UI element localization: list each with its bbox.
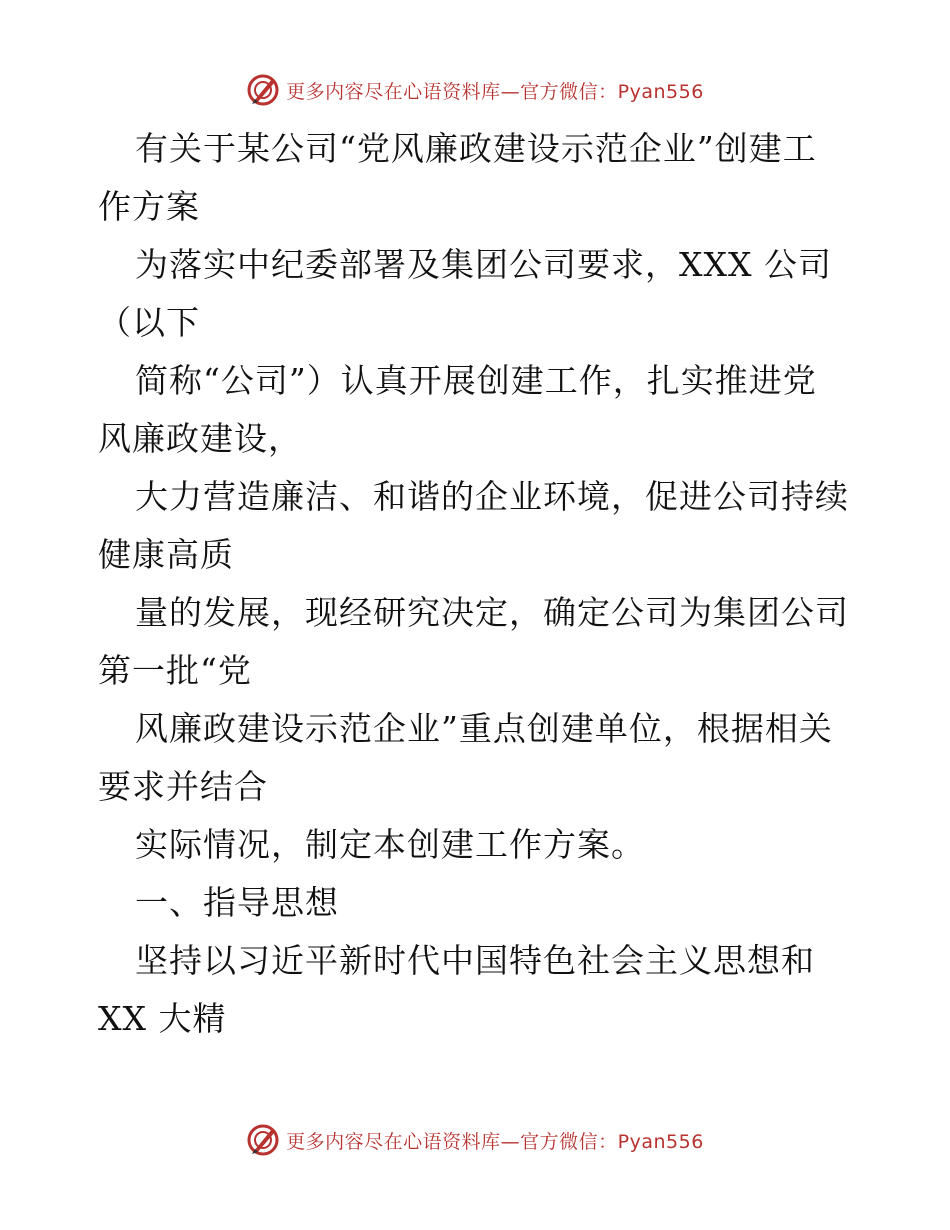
footer-banner-text: 更多内容尽在心语资料库—官方微信：Pyan556: [286, 1130, 704, 1153]
document-line: XX 大精: [98, 999, 227, 1038]
document-line: 风廉政建设示范企业”重点创建单位，根据相关: [135, 709, 833, 748]
document-line: 简称“公司”）认真开展创建工作，扎实推进党: [135, 361, 817, 400]
document-line: 实际情况，制定本创建工作方案。: [135, 825, 645, 864]
footer-banner: [0, 1120, 950, 1160]
document-line: 第一批“党: [98, 651, 252, 690]
document-line: 作方案: [98, 187, 200, 226]
quill-seal-icon: [246, 73, 280, 107]
header-banner: [0, 70, 950, 110]
document-line: 有关于某公司“党风廉政建设示范企业”创建工: [135, 129, 817, 168]
document-line: 一、指导思想: [135, 883, 339, 922]
document-line: 坚持以习近平新时代中国特色社会主义思想和: [135, 941, 815, 980]
document-line: 为落实中纪委部署及集团公司要求，XXX 公司: [135, 245, 832, 284]
document-line: （以下: [98, 303, 200, 342]
document-line: 健康高质: [98, 535, 234, 574]
document-line: 要求并结合: [98, 767, 268, 806]
document-line: 大力营造廉洁、和谐的企业环境，促进公司持续: [135, 477, 849, 516]
document-line: 量的发展，现经研究决定，确定公司为集团公司: [135, 593, 849, 632]
quill-seal-icon: [246, 1123, 280, 1157]
document-body: [98, 120, 858, 1048]
document-line: 风廉政建设，: [98, 419, 302, 458]
header-banner-text: 更多内容尽在心语资料库—官方微信：Pyan556: [286, 80, 704, 103]
